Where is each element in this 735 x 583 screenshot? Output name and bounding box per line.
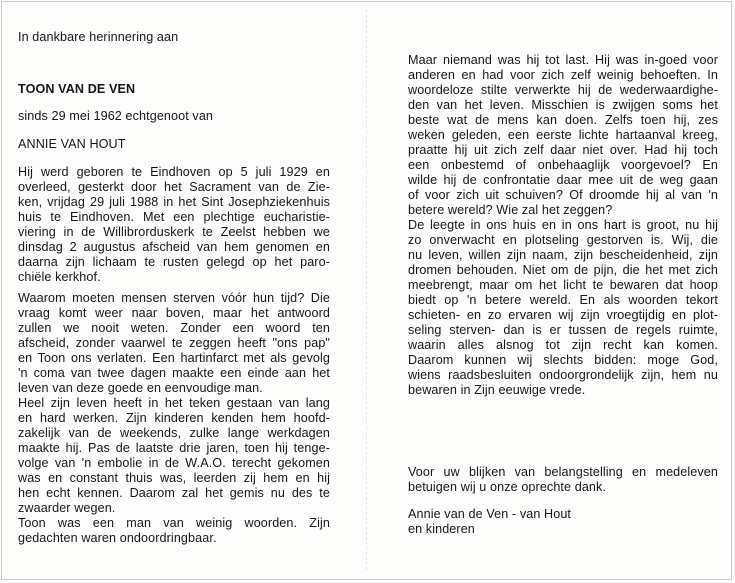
text-line: viering in de Willibrorduskerk te Zeelst hebben we	[18, 225, 330, 239]
center-fold	[366, 10, 367, 570]
text-line: den van het leven. Misschien is zwijgen soms het	[408, 98, 718, 112]
text-line: Voor uw blijken van belangstelling en medeleven	[408, 465, 718, 479]
text-line: dinsdag 2 augustus afscheid van hem genomen en	[18, 240, 330, 254]
text-line: schieten- en zo ervaren wij zijn vroegtijdig en plot-	[408, 308, 718, 322]
text-line: overleed, gesterkt door het Sacrament van de Zie-	[18, 180, 330, 194]
text-line: anderen en had voor zich zelf weinig behoeften. In	[408, 68, 718, 82]
text-line: een onbestemd of onbehaaglijk voorgevoel? En	[408, 158, 718, 172]
text-line: huis te Eindhoven. Met een plechtige eucharistie-	[18, 210, 330, 224]
text-line: volge van 'n embolie in de W.A.O. terecht gekomen	[18, 456, 330, 470]
text-line: Maar niemand was hij tot last. Hij was in-goed voor	[408, 53, 718, 67]
text-line: maakte hij. Pas de laatste drie jaren, toen hij tenge-	[18, 441, 330, 455]
signature-family: en kinderen	[408, 522, 475, 536]
text-line: gedachten waren ondoordringbaar.	[18, 531, 217, 545]
text-line: praatte hij uit zich zelf daar niet over. Had hij toch	[408, 143, 718, 157]
text-line: zwaarder wegen.	[18, 501, 116, 515]
text-line: en Toon ons verlaten. Een hartinfarct met als gevolg	[18, 351, 330, 365]
text-line: chiële kerkhof.	[18, 270, 101, 284]
text-line: betuigen wij u onze oprechte dank.	[408, 480, 607, 494]
text-line: zullen we nooit weten. Zonder een woord ten	[18, 321, 330, 335]
text-line: betere wereld? Wie zal het zeggen?	[408, 203, 613, 217]
signature-name: Annie van de Ven - van Hout	[408, 507, 572, 521]
text-line: meebrengt, maar om het licht te bewaren dat hoop	[408, 278, 718, 292]
text-line: Daarom kunnen wij slechts bidden: moge God,	[408, 353, 718, 367]
text-line: De leegte in ons huis en in ons hart is groot, nu hij	[408, 218, 718, 232]
text-line: dromen behouden. Niet om de pijn, die het met zich	[408, 263, 718, 277]
text-line: en hard werken. Zijn kinderen kenden hem hoofd-	[18, 411, 330, 425]
deceased-name: TOON VAN DE VEN	[18, 82, 136, 96]
text-line: weken geleden, een eerste lichte hartaanval kreeg,	[408, 128, 718, 142]
text-line: was en constant thuis was, leerden zij hem en hij	[18, 471, 330, 485]
dedication-header: In dankbare herinnering aan	[18, 30, 179, 44]
text-line: woordeloze stilte verwerkte hij de wederwaardighe-	[408, 83, 718, 97]
spouse-name: ANNIE VAN HOUT	[18, 137, 126, 151]
text-line: wiens raadsbesluiten ondoorgrondelijk zijn, hem nu	[408, 368, 718, 382]
text-line: ken, vrijdag 29 juli 1988 in het Sint Josephziekenhuis	[18, 195, 330, 209]
text-line: hen echt kennen. Daarom zal het gemis nu des te	[18, 486, 330, 500]
text-line: waarin alles alsnog tot zijn recht kan komen.	[408, 338, 718, 352]
text-line: seling sterven- dan is er tussen de regels ruimte,	[408, 323, 718, 337]
text-line: afscheid, zonder vaarwel te zeggen heeft "ons pap"	[18, 336, 330, 350]
text-line: nu leven, willen zijn naam, zijn bescheidenheid, zijn	[408, 248, 718, 262]
text-line: wilde hij de confrontatie daar mee uit de weg gaan	[408, 173, 718, 187]
text-line: Toon was een man van weinig woorden. Zijn	[18, 516, 330, 530]
text-line: Heel zijn leven heeft in het teken gestaan van lang	[18, 396, 330, 410]
text-line: biedt op 'n betere wereld. En als woorden tekort	[408, 293, 718, 307]
text-line: Hij werd geboren te Eindhoven op 5 juli 1929 en	[18, 165, 330, 179]
text-line: daarna zijn lichaam te rusten gelegd op het paro-	[18, 255, 330, 269]
text-line: Waarom moeten mensen sterven vóór hun tijd? Die	[18, 291, 330, 305]
text-line: bewaren in Zijn eeuwige vrede.	[408, 383, 586, 397]
marriage-date: sinds 29 mei 1962 echtgenoot van	[18, 109, 214, 123]
text-line: of voor zich uit schuiven? Of droomde hij al van 'n	[408, 188, 718, 202]
text-line: zakelijk van de weekends, zulke lange werkdagen	[18, 426, 330, 440]
text-line: zo onverwacht en plotseling gestorven is. Wij, die	[408, 233, 718, 247]
text-line: leven van deze goede en eenvoudige man.	[18, 381, 263, 395]
text-line: vraag komt weer naar boven, maar het antwoord	[18, 306, 330, 320]
text-line: beste wat de mens kan doen. Zelfs toen hij, zes	[408, 113, 718, 127]
text-line: 'n coma van twee dagen maakte een einde aan het	[18, 366, 330, 380]
